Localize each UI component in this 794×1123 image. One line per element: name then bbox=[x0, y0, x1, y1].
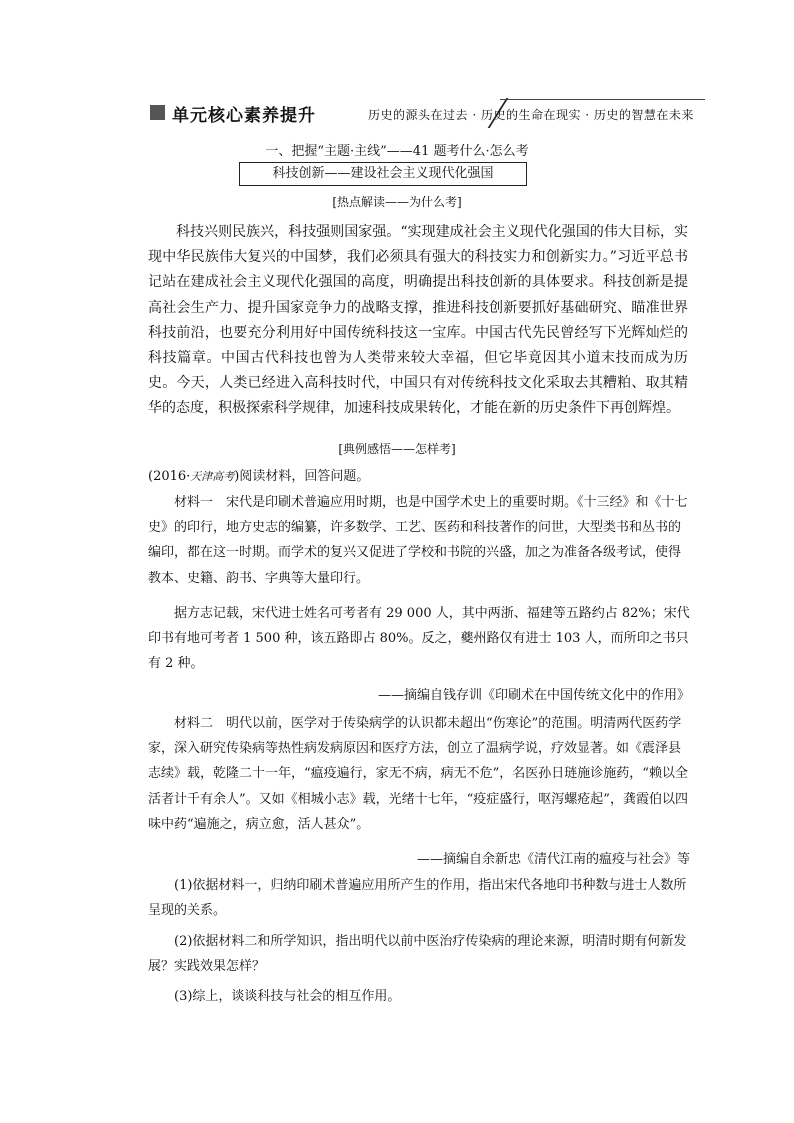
hot-point-paragraph: 科技兴则民族兴，科技强则国家强。“实现建成社会主义现代化强国的伟大目标，实现中华民族伟大复兴的中国梦，我们必须具有强大的科技实力和创新实力。”习近平总书记站在建成社会主义现代化强国的高度，明确提出科技创新的具体要求。科技创新是提高社会生产力、提升国家竞争力的战略支撑，推进科技创新要抓好基础研究、瞄准世界科技前沿，也要充分利用好中国传统科技这一宝库。中国古代先民曾经写下光辉灿烂的科技篇章。中国古代科技也曾为人类带来较大幸福，但它毕竟因其小道末技而成为历史。今天，人类已经进入高科技时代，中国只有对传统科技文化采取去其糟粕、取其精华的态度，积极探索科学规律，加速科技成果转化，才能在新的历史条件下再创辉煌。 bbox=[148, 224, 688, 417]
question-3: (3)综上，谈谈科技与社会的相互作用。 bbox=[174, 989, 401, 1004]
source-year: (2016· bbox=[148, 469, 191, 484]
unit-title: 单元核心素养提升 bbox=[172, 106, 316, 126]
hot-point-label: [热点解读——为什么考] bbox=[332, 195, 462, 209]
topic-box: 科技创新——建设社会主义现代化强国 bbox=[239, 162, 527, 186]
section-heading: 一、把握“主题·主线”——41 题考什么·怎么考 bbox=[265, 144, 529, 159]
unit-subtitle: 历史的源头在过去 · 历史的生命在现实 · 历史的智慧在未来 bbox=[368, 108, 694, 122]
unit-header bbox=[150, 100, 705, 128]
material-1-paragraph-1: 材料一 宋代是印刷术普遍应用时期，也是中国学术史上的重要时期。《十三经》和《十七史》的印行，地方史志的编纂，许多数学、工艺、医药和科技著作的问世，大型类书和丛书的编印，都在这一时期。而学术的复兴又促进了学校和书院的兴盛，加之为准备各级考试，使得教本、史籍、韵书、字典等大量印行。 bbox=[148, 495, 688, 586]
question-1: (1)依据材料一，归纳印刷术普遍应用所产生的作用，指出宋代各地印书种数与进士人数所呈现的关系。 bbox=[148, 878, 687, 919]
intro-text: )阅读材料，回答问题。 bbox=[234, 469, 370, 484]
material-2-paragraph: 材料二 明代以前，医学对于传染病学的认识都未超出“伤寒论”的范围。明清两代医药学家，深入研究传染病等热性病发病原因和医疗方法，创立了温病学说，疗效显著。如《震泽县志续》载，乾隆二十一年，“瘟疫遍行，家无不病，病无不危”，名医孙日琏施诊施药，“赖以全活者计千有余人”。又如《相城小志》载，光绪十七年，“疫症盛行，呕泻螺疮起”，龚霞伯以四味中药“遍施之，病立愈，活人甚众”。 bbox=[148, 716, 688, 832]
header-block-icon bbox=[150, 105, 165, 120]
material-1-paragraph-2: 据方志记载，宋代进士姓名可考者有 29 000 人，其中两浙、福建等五路约占 82%；宋代印书有地可考者 1 500 种，该五路即占 80%。反之，夔州路仅有进士 103 人，而所印之书只有 2 种。 bbox=[148, 606, 690, 672]
example-label: [典例感悟——怎样考] bbox=[338, 442, 456, 456]
material-1-source: ——摘编自钱存训《印刷术在中国传统文化中的作用》 bbox=[377, 688, 690, 703]
header-top-rule bbox=[500, 99, 705, 100]
material-2-source: ——摘编自余新忠《清代江南的瘟疫与社会》等 bbox=[416, 852, 690, 867]
question-intro bbox=[148, 464, 690, 489]
source-exam: 天津高考 bbox=[190, 470, 235, 483]
question-2: (2)依据材料二和所学知识，指出明代以前中医治疗传染病的理论来源，明清时期有何新发展？实践效果怎样？ bbox=[148, 934, 687, 975]
